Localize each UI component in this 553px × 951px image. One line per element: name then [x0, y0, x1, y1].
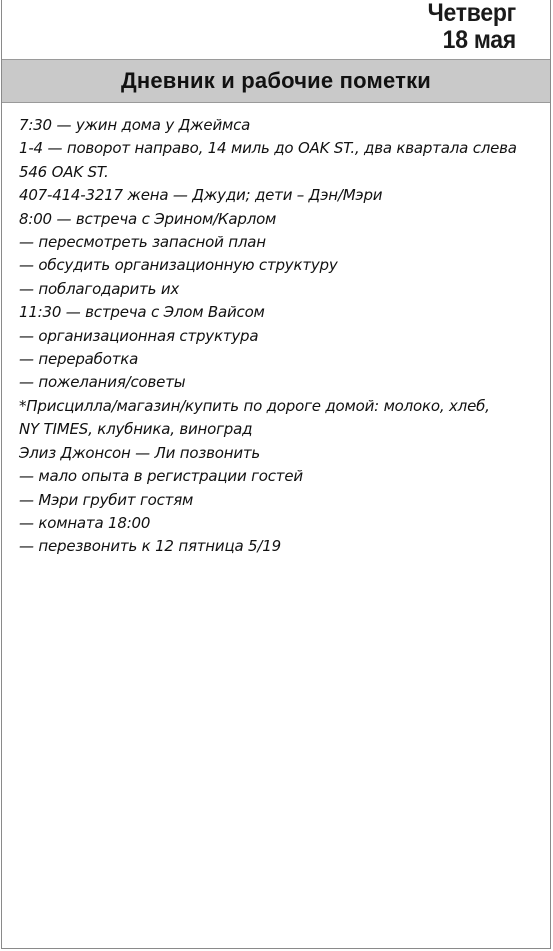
note-line: 407-414-3217 жена — Джуди; дети – Дэн/Мэри [19, 186, 383, 205]
note-line: 1-4 — поворот направо, 14 миль до OAK ST., два квартала слева [19, 139, 517, 158]
note-line: 11:30 — встреча с Элом Вайсом [19, 303, 265, 322]
section-header-bar [2, 59, 550, 103]
note-line: — перезвонить к 12 пятница 5/19 [19, 537, 281, 556]
section-title: Дневник и рабочие пометки [120, 68, 432, 93]
date-heading [428, 0, 516, 54]
note-line: — пожелания/советы [19, 373, 186, 392]
note-line: — пересмотреть запасной план [19, 233, 266, 252]
notes-list [19, 114, 544, 559]
day-label: 18 мая [442, 26, 516, 54]
note-line: — Мэри грубит гостям [19, 490, 194, 509]
note-line: — комната 18:00 [19, 513, 151, 532]
weekday-label: Четверг [427, 0, 516, 27]
note-line: *Присцилла/магазин/купить по дороге домой: молоко, хлеб, [19, 396, 490, 415]
note-line: — мало опыта в регистрации гостей [19, 467, 303, 486]
note-line: 8:00 — встреча с Эрином/Карлом [19, 209, 277, 228]
note-line: — поблагодарить их [19, 279, 180, 298]
note-line: — организационная структура [19, 326, 259, 345]
note-line: 7:30 — ужин дома у Джеймса [19, 116, 251, 134]
note-line: NY TIMES, клубника, виноград [19, 420, 253, 439]
note-line: 546 OAK ST. [19, 162, 109, 181]
note-line: — переработка [19, 350, 139, 369]
note-line: Элиз Джонсон — Ли позвонить [19, 443, 261, 462]
note-line: — обсудить организационную структуру [19, 256, 338, 275]
planner-page [1, 0, 551, 949]
